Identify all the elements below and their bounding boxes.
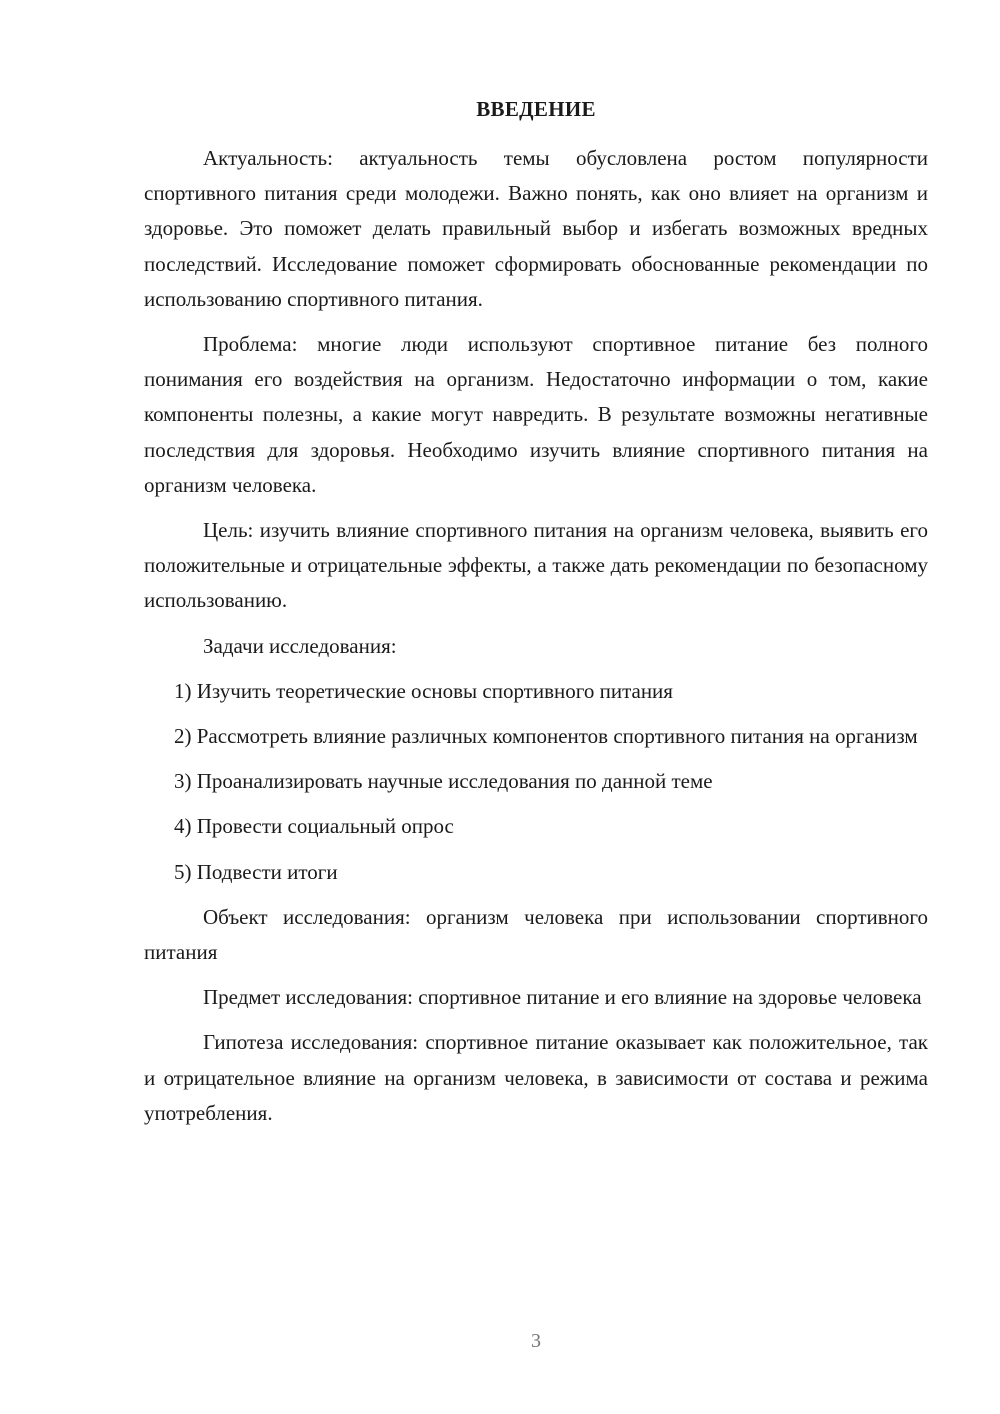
task-item-2: 2) Рассмотреть влияние различных компонентов спортивного питания на организм xyxy=(174,724,918,749)
problem-paragraph: Проблема: многие люди используют спортивное питание без полного понимания его воздействия на организм. Недостаточно информации о том, какие компоненты полезны, а какие могут навредить. В результате возможны негативные последствия для здоровья. Необходимо изучить влияние спортивного питания на организм человека. xyxy=(144,332,928,497)
object-paragraph: Объект исследования: организм человека при использовании спортивного питания xyxy=(144,904,928,965)
tasks-heading: Задачи исследования: xyxy=(203,633,397,658)
page-title: ВВЕДЕНИЕ xyxy=(476,97,596,121)
hypothesis-paragraph: Гипотеза исследования: спортивное питание оказывает как положительное, так и отрицательное влияние на организм человека, в зависимости от состава и режима употребления. xyxy=(144,1030,928,1125)
task-item-1: 1) Изучить теоретические основы спортивного питания xyxy=(174,678,673,703)
task-item-4: 4) Провести социальный опрос xyxy=(174,814,454,839)
task-item-3: 3) Проанализировать научные исследования по данной теме xyxy=(174,769,713,794)
goal-paragraph: Цель: изучить влияние спортивного питания на организм человека, выявить его положительные и отрицательные эффекты, а также дать рекомендации по безопасному использованию. xyxy=(144,518,928,613)
task-item-5: 5) Подвести итоги xyxy=(174,859,338,884)
relevance-paragraph: Актуальность: актуальность темы обусловлена ростом популярности спортивного питания среди молодежи. Важно понять, как оно влияет на организм и здоровье. Это поможет делать правильный выбор и избегать возможных вредных последствий. Исследование поможет сформировать обоснованные рекомендации по использованию спортивного питания. xyxy=(144,146,928,311)
subject-paragraph: Предмет исследования: спортивное питание и его влияние на здоровье человека xyxy=(203,985,922,1010)
page-number: 3 xyxy=(531,1330,541,1352)
document-page xyxy=(144,92,928,1141)
